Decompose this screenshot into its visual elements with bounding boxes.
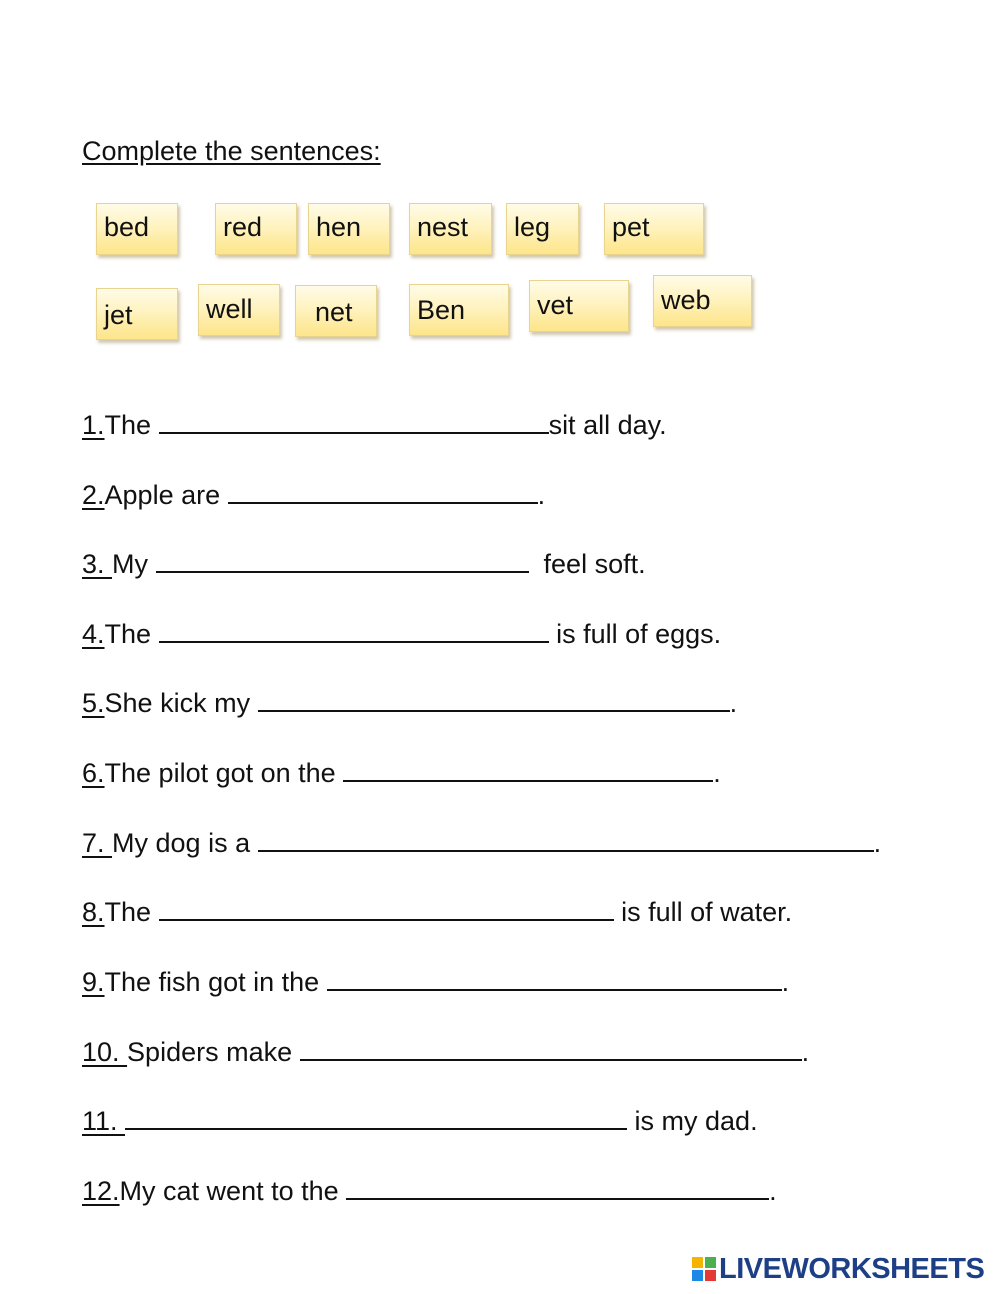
sentence-text-after: . [873, 828, 882, 858]
sentence [82, 475, 545, 509]
answer-blank[interactable] [258, 823, 874, 852]
sentence [82, 753, 721, 787]
answer-blank[interactable] [300, 1032, 802, 1061]
liveworksheets-logo-icon [692, 1257, 716, 1281]
answer-blank[interactable] [156, 544, 529, 573]
word-tile[interactable]: red [215, 203, 297, 255]
answer-blank[interactable] [159, 614, 549, 643]
sentence-number: 3. [82, 549, 113, 579]
sentence-number: 1. [82, 410, 105, 440]
sentence-text-before: The [104, 897, 159, 927]
sentence-number: 5. [82, 688, 105, 718]
sentence-text-after: . [801, 1037, 810, 1067]
word-tile[interactable]: Ben [409, 284, 509, 336]
sentence-text-before: My dog is a [112, 828, 258, 858]
sentence-number: 12. [82, 1176, 120, 1206]
word-tile[interactable]: net [295, 285, 377, 337]
word-tile[interactable]: web [653, 275, 752, 327]
answer-blank[interactable] [159, 892, 614, 921]
sentence-text-before: She kick my [104, 688, 258, 718]
word-tile[interactable]: well [198, 284, 280, 336]
sentence [82, 405, 667, 439]
sentence-text-after: . [729, 688, 738, 718]
sentence-number: 6. [82, 758, 105, 788]
sentence-number: 10. [82, 1037, 128, 1067]
sentence-number: 7. [82, 828, 113, 858]
sentence [82, 544, 646, 578]
sentence-text-after: . [781, 967, 790, 997]
sentence [82, 1032, 809, 1066]
answer-blank[interactable] [346, 1171, 769, 1200]
sentence [82, 962, 789, 996]
sentence [82, 1171, 777, 1205]
sentence-text-before: My [112, 549, 156, 579]
word-tile[interactable]: hen [308, 203, 390, 255]
sentence [82, 614, 721, 648]
answer-blank[interactable] [343, 753, 713, 782]
word-tile[interactable]: pet [604, 203, 704, 255]
sentence [82, 823, 881, 857]
word-tile[interactable]: nest [409, 203, 492, 255]
sentence-text-before: The pilot got on the [104, 758, 344, 788]
sentence-number: 4. [82, 619, 105, 649]
word-tile[interactable]: bed [96, 203, 178, 255]
sentence [82, 892, 792, 926]
sentence-text-after: . [713, 758, 721, 788]
word-tile[interactable]: jet [96, 288, 178, 340]
liveworksheets-logo [692, 1254, 984, 1284]
answer-blank[interactable] [258, 683, 730, 712]
brand-name: LIVEWORKSHEETS [719, 1252, 985, 1285]
sentence-text-after: feel soft. [528, 549, 646, 579]
sentence-number: 11. [82, 1106, 126, 1136]
word-tile[interactable]: leg [506, 203, 579, 255]
sentence-number: 9. [82, 967, 105, 997]
sentence-number: 2. [82, 480, 105, 510]
word-tile[interactable]: vet [529, 280, 629, 332]
sentence [82, 1101, 758, 1135]
answer-blank[interactable] [228, 475, 538, 504]
sentence-text-before: The fish got in the [104, 967, 327, 997]
answer-blank[interactable] [125, 1101, 627, 1130]
sentence-text-after: sit all day. [548, 410, 667, 440]
sentence-text-after: is full of eggs. [548, 619, 722, 649]
sentence-text-after: is my dad. [627, 1106, 758, 1136]
sentence-text-before: Spiders make [127, 1037, 300, 1067]
sentence-text-after: . [537, 480, 546, 510]
sentence-text-before: The [104, 619, 159, 649]
sentence-text-after: . [769, 1176, 777, 1206]
sentence-text-before: Apple are [104, 480, 228, 510]
sentence-text-before: The [104, 410, 159, 440]
answer-blank[interactable] [159, 405, 549, 434]
sentence-number: 8. [82, 897, 105, 927]
sentence [82, 683, 737, 717]
sentence-text-after: is full of water. [613, 897, 793, 927]
answer-blank[interactable] [327, 962, 782, 991]
sentence-text-before: My cat went to the [119, 1176, 347, 1206]
page-title: Complete the sentences: [82, 136, 381, 166]
